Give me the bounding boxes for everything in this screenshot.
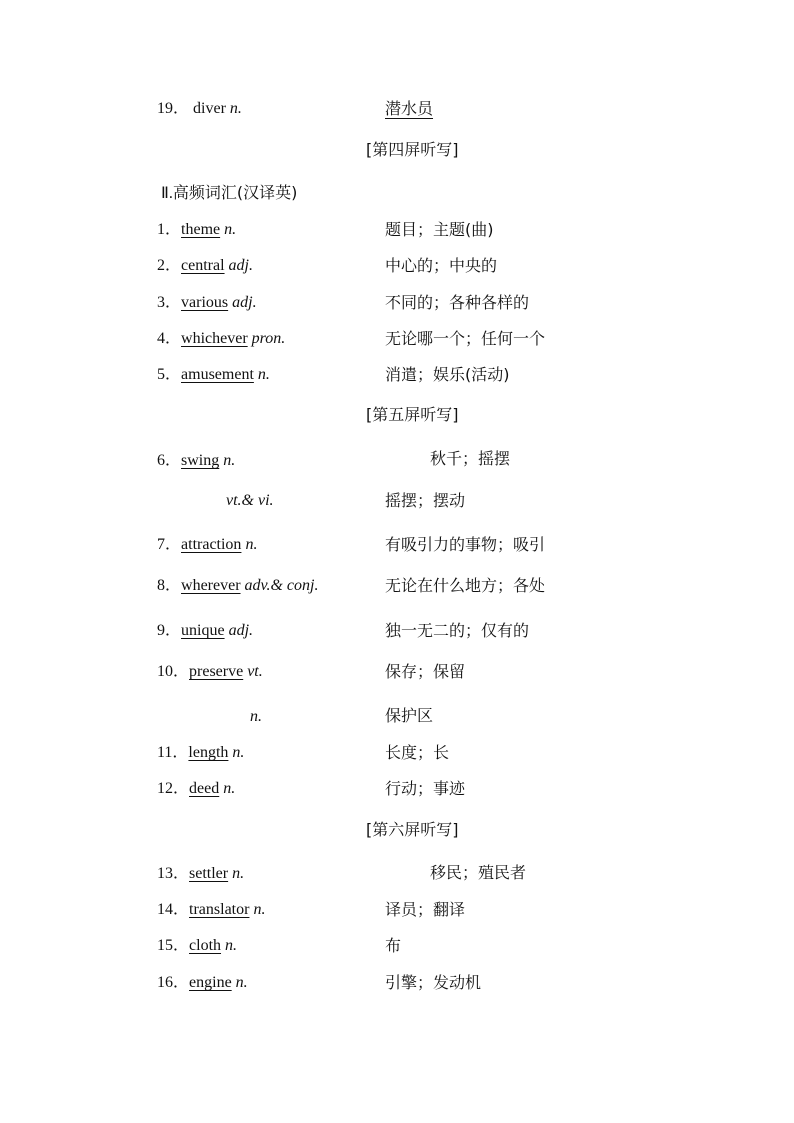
vocab-row: [157, 535, 257, 555]
vocab-row: [157, 220, 236, 240]
part-of-speech: n.: [257, 366, 270, 383]
part-of-speech: pron.: [251, 330, 286, 347]
part-of-speech: n.: [245, 536, 258, 553]
section-note: (汉译英): [236, 183, 298, 202]
chinese-meaning: 长度；长: [385, 743, 450, 762]
chinese-meaning: 无论在什么地方；各处: [385, 576, 546, 595]
item-number: 9．: [157, 622, 182, 639]
chinese-meaning: 保护区: [385, 706, 434, 725]
item-number: 7．: [157, 536, 182, 553]
item-number: 4．: [157, 330, 182, 347]
part-of-speech: adj.: [228, 257, 253, 274]
item-number: 2．: [157, 257, 182, 274]
part-of-speech: n.: [253, 901, 266, 918]
vocab-row: [157, 621, 253, 641]
vocab-row: [157, 365, 270, 385]
vocab-subrow: [226, 491, 274, 511]
chinese-meaning: 摇摆；摆动: [385, 491, 466, 510]
part-of-speech: adj.: [228, 622, 254, 639]
item-number: 6．: [157, 452, 182, 469]
part-of-speech: n.: [223, 780, 236, 797]
chinese-meaning: 移民；殖民者: [430, 863, 527, 882]
english-word: deed: [189, 780, 220, 797]
section-title: 高频词汇: [172, 183, 237, 202]
part-of-speech: n.: [223, 452, 236, 469]
english-word: swing: [181, 452, 220, 469]
chinese-meaning: 秋千；摇摆: [430, 449, 511, 468]
english-word: various: [181, 294, 229, 311]
english-word: unique: [181, 622, 225, 639]
chinese-meaning: 题目；主题(曲): [385, 220, 494, 239]
item-number: 13．: [157, 865, 190, 882]
vocab-row: [157, 329, 285, 349]
english-word: theme: [181, 221, 221, 238]
part-of-speech: adv.& conj.: [244, 577, 319, 594]
vocab-row: [157, 451, 235, 471]
chinese-meaning: 不同的；各种各样的: [385, 293, 530, 312]
english-word: attraction: [181, 536, 242, 553]
vocab-row: [157, 864, 244, 884]
chinese-meaning: 无论哪一个；任何一个: [385, 329, 546, 348]
vocab-row: [157, 293, 257, 313]
section-heading: [161, 183, 297, 204]
vocab-row: [157, 779, 235, 799]
section-number: Ⅱ.: [161, 185, 173, 202]
vocab-row: [157, 99, 242, 119]
chinese-meaning: 中心的；中央的: [385, 256, 498, 275]
chinese-meaning: 引擎；发动机: [385, 973, 482, 992]
english-word: amusement: [181, 366, 254, 383]
dictation-marker: [第六屏听写]: [366, 820, 459, 839]
chinese-meaning: 潜水员: [385, 99, 434, 118]
english-word: length: [188, 744, 229, 761]
part-of-speech: n.: [232, 865, 245, 882]
part-of-speech: n.: [250, 708, 262, 725]
chinese-meaning: 独一无二的；仅有的: [385, 621, 530, 640]
english-word: translator: [189, 901, 250, 918]
english-word: engine: [189, 974, 232, 991]
item-number: 1．: [157, 221, 182, 238]
dictation-marker: [第四屏听写]: [366, 140, 459, 159]
item-number: 10．: [157, 663, 190, 680]
vocab-row: [157, 973, 248, 993]
item-number: 19．: [157, 100, 190, 117]
item-number: 15．: [157, 937, 190, 954]
item-number: 8．: [157, 577, 182, 594]
vocab-row: [157, 900, 265, 920]
vocab-subrow: [250, 707, 262, 727]
item-number: 14．: [157, 901, 190, 918]
vocab-row: [157, 743, 244, 763]
chinese-meaning: 行动；事迹: [385, 779, 466, 798]
item-number: 11．: [157, 744, 189, 761]
part-of-speech: vt.: [247, 663, 263, 680]
part-of-speech: n.: [225, 937, 238, 954]
chinese-meaning: 保存；保留: [385, 662, 466, 681]
part-of-speech: vt.& vi.: [226, 492, 274, 509]
part-of-speech: n.: [235, 974, 248, 991]
chinese-meaning: 有吸引力的事物；吸引: [385, 535, 546, 554]
vocab-row: [157, 256, 253, 276]
item-number: 5．: [157, 366, 182, 383]
vocab-row: [157, 576, 318, 596]
english-word: settler: [189, 865, 229, 882]
chinese-meaning: 译员；翻译: [385, 900, 466, 919]
english-word: cloth: [189, 937, 222, 954]
english-word: central: [181, 257, 225, 274]
part-of-speech: n.: [232, 744, 245, 761]
vocab-row: [157, 936, 237, 956]
item-number: 12．: [157, 780, 190, 797]
part-of-speech: adj.: [232, 294, 257, 311]
chinese-meaning: 消遣；娱乐(活动): [385, 365, 510, 384]
dictation-marker: [第五屏听写]: [366, 405, 459, 424]
english-word: whichever: [181, 330, 248, 347]
part-of-speech: n.: [224, 221, 237, 238]
english-word: preserve: [189, 663, 244, 680]
english-word: wherever: [181, 577, 241, 594]
chinese-meaning: 布: [385, 936, 402, 955]
item-number: 3．: [157, 294, 182, 311]
part-of-speech: n.: [229, 100, 242, 117]
vocab-row: [157, 662, 263, 682]
english-word: diver: [193, 100, 226, 117]
item-number: 16．: [157, 974, 190, 991]
